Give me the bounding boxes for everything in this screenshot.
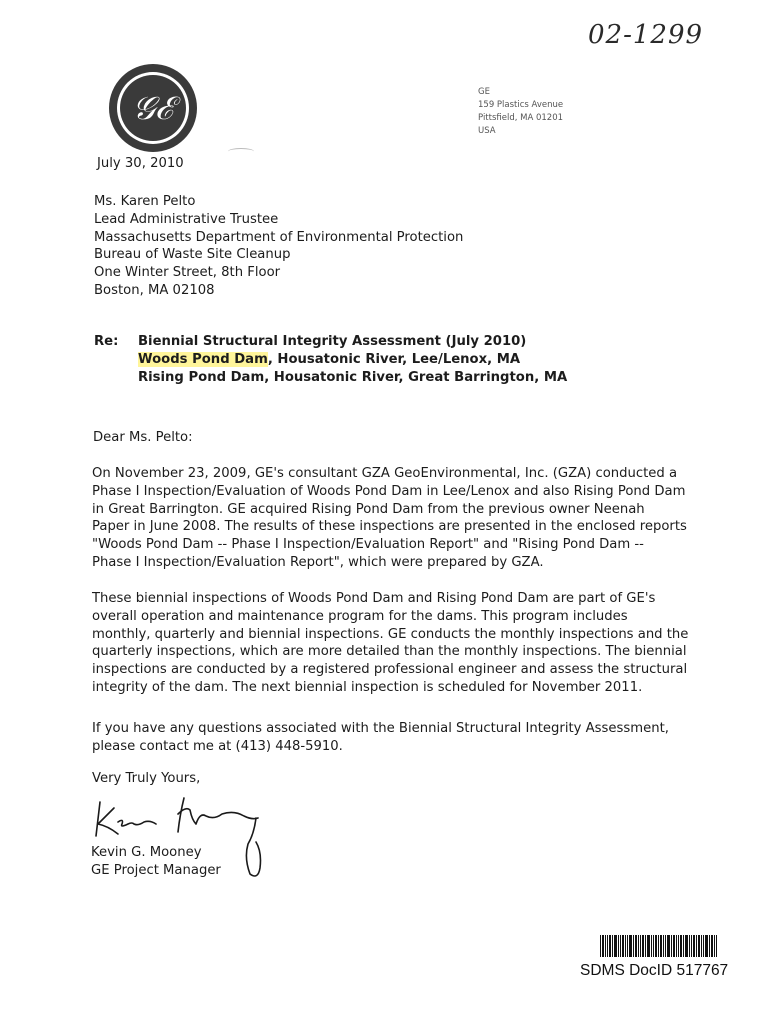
text-line: please contact me at (413) 448-5910. (92, 738, 343, 754)
recipient-line: Massachusetts Department of Environmental Protection (94, 229, 464, 245)
pen-mark (228, 148, 254, 155)
text-line: "Woods Pond Dam -- Phase I Inspection/Evaluation Report" and "Rising Pond Dam -- (92, 537, 644, 553)
subject-line-rest: , Housatonic River, Lee/Lenox, MA (267, 351, 521, 367)
signer-title: GE Project Manager (91, 862, 221, 878)
recipient-line: Lead Administrative Trustee (94, 211, 279, 227)
paragraph-2 (92, 590, 689, 697)
address-line: USA (478, 126, 496, 136)
recipient-line: Boston, MA 02108 (94, 282, 215, 298)
text-line: If you have any questions associated with the Biennial Structural Integrity Assessment, (92, 721, 669, 736)
paragraph-3 (92, 720, 684, 756)
text-line: inspections are conducted by a registered professional engineer and assess the structural (92, 662, 688, 678)
subject-line (138, 351, 567, 369)
text-line: monthly, quarterly and biennial inspections. GE conducts the monthly inspections and the (92, 626, 689, 642)
text-line: integrity of the dam. The next biennial inspection is scheduled for November 2011. (92, 679, 643, 695)
barcode (600, 935, 717, 957)
text-line: Paper in June 2008. The results of these inspections are presented in the enclosed reports (92, 519, 687, 535)
signer-name: Kevin G. Mooney (91, 845, 202, 860)
recipient-line: Ms. Karen Pelto (94, 194, 196, 209)
address-line: GE (478, 87, 490, 97)
address-line: 159 Plastics Avenue (478, 100, 564, 110)
text-line: overall operation and maintenance program for the dams. This program includes (92, 608, 628, 624)
text-line: Phase I Inspection/Evaluation Report", which were prepared by GZA. (92, 554, 544, 570)
ge-logo (107, 62, 199, 154)
document-id: SDMS DocID 517767 (580, 962, 729, 979)
highlighted-text: Woods Pond Dam (138, 351, 268, 367)
signer-block (91, 844, 221, 880)
re-label: Re: (94, 334, 119, 349)
subject-line: Rising Pond Dam, Housatonic River, Great Barrington, MA (138, 369, 568, 385)
letter-date: July 30, 2010 (97, 156, 184, 171)
text-line: in Great Barrington. GE acquired Rising Pond Dam from the previous owner Neenah (92, 501, 645, 517)
recipient-line: One Winter Street, 8th Floor (94, 265, 281, 281)
recipient-block (94, 193, 463, 300)
text-line: Phase I Inspection/Evaluation of Woods Pond Dam in Lee/Lenox and also Rising Pond Dam (92, 483, 686, 499)
text-line: These biennial inspections of Woods Pond Dam and Rising Pond Dam are part of GE's (92, 591, 656, 606)
text-line: On November 23, 2009, GE's consultant GZA GeoEnvironmental, Inc. (GZA) conducted a (92, 466, 678, 481)
closing: Very Truly Yours, (92, 771, 201, 786)
sender-address (478, 86, 563, 138)
paragraph-1 (92, 465, 687, 572)
subject-line: Biennial Structural Integrity Assessment (July 2010) (138, 334, 527, 349)
address-line: Pittsfield, MA 01201 (478, 113, 564, 123)
svg-text:𝒢ℰ: 𝒢ℰ (132, 89, 174, 127)
text-line: quarterly inspections, which are more detailed than the monthly inspections. The biennial (92, 644, 687, 660)
salutation: Dear Ms. Pelto: (93, 430, 193, 445)
handwritten-document-number: 02-1299 (588, 20, 704, 50)
subject-lines (138, 333, 567, 386)
recipient-line: Bureau of Waste Site Cleanup (94, 247, 291, 263)
